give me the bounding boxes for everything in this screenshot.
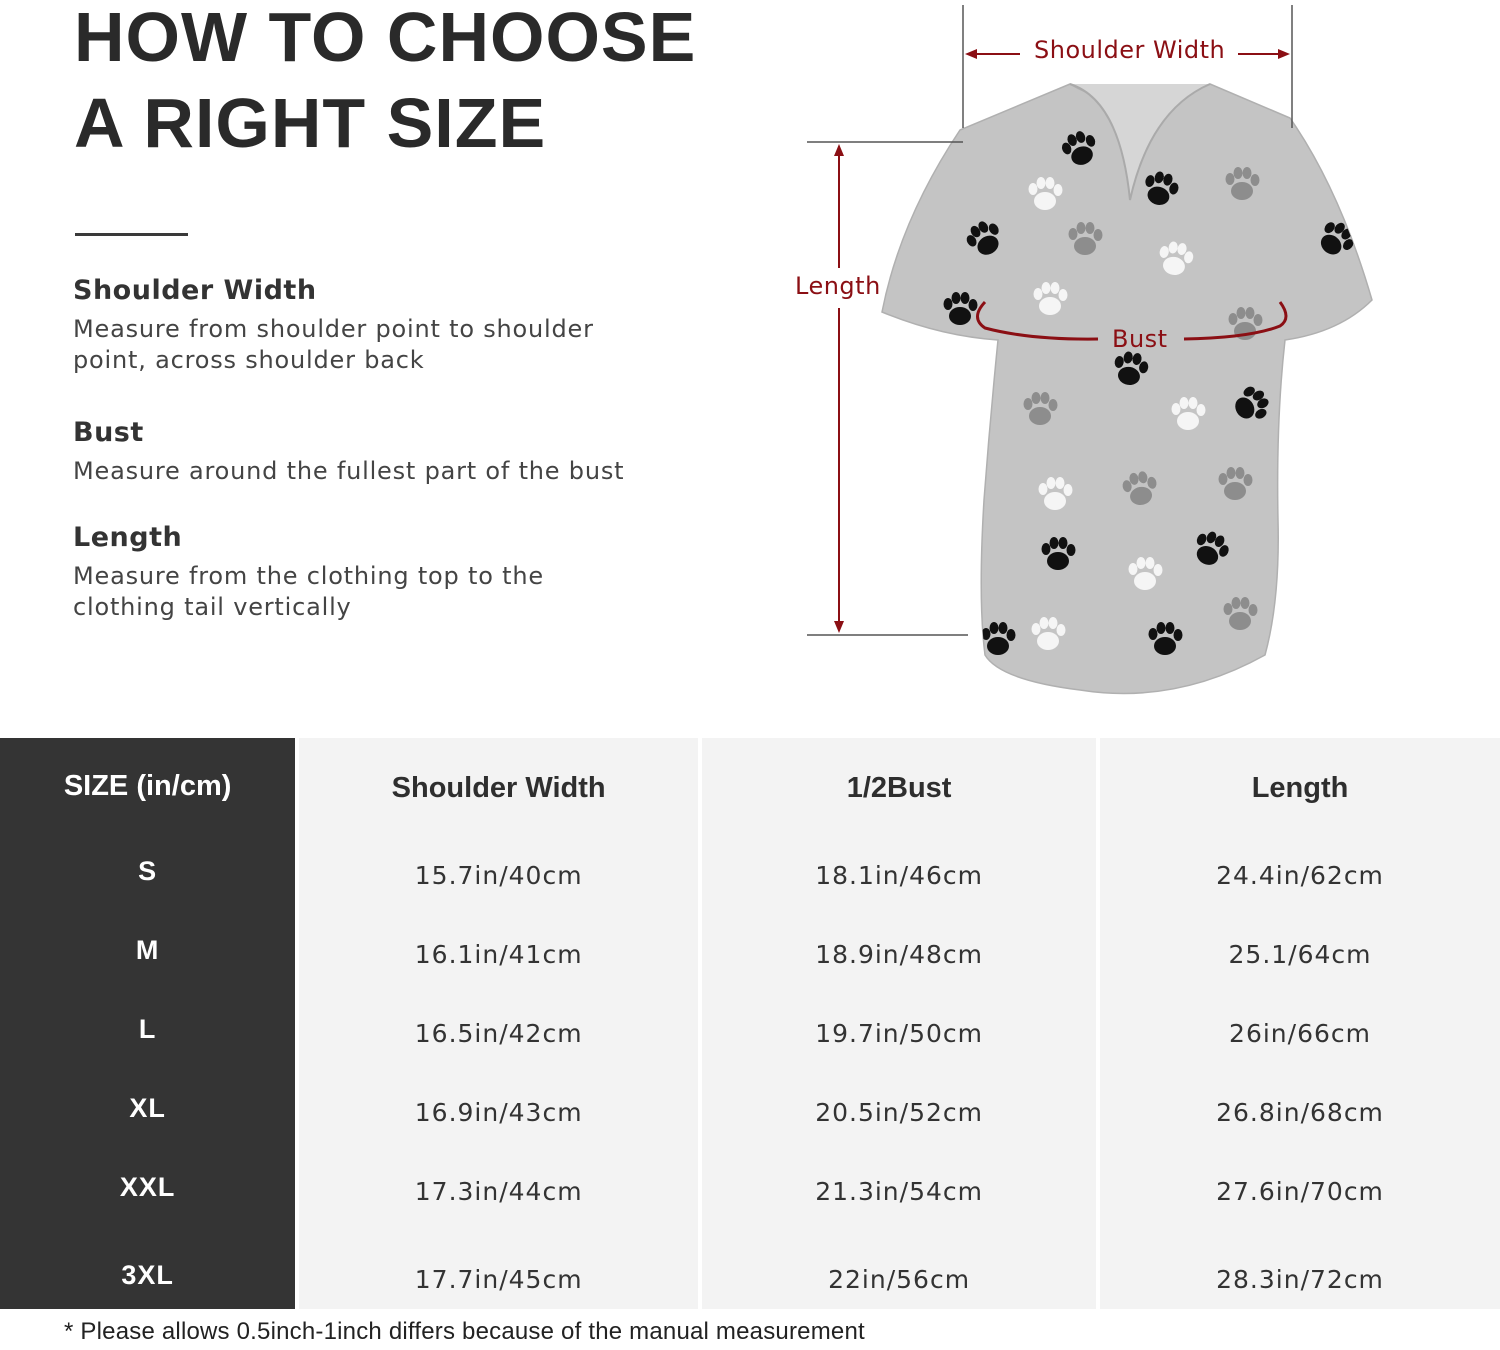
table-cell: 16.5in/42cm [414,1019,583,1048]
size-cell: S [138,856,158,886]
size-header: SIZE (in/cm) [63,769,232,802]
table-cell: 24.4in/62cm [1216,861,1384,890]
table-cell: 22in/56cm [828,1265,971,1294]
table-cell: 18.9in/48cm [815,940,983,969]
guide-heading: Shoulder Width [73,275,317,306]
guide-length [73,521,693,623]
table-cell: 27.6in/70cm [1216,1177,1384,1206]
table-cell: 26in/66cm [1229,1019,1371,1048]
length-header: Length [1251,771,1349,804]
guide-text: Measure from shoulder point to shoulder point, across shoulder back [73,315,594,374]
size-cell: XXL [119,1172,176,1202]
title-divider [75,233,188,236]
size-cell: L [138,1014,157,1044]
shoulder-width-label: Shoulder Width [1034,36,1226,64]
page-title [74,0,774,166]
table-cell: 20.5in/52cm [815,1098,983,1127]
measurement-note: * Please allows 0.5inch-1inch differs because of the manual measurement [64,1318,865,1345]
table-cell: 16.9in/43cm [414,1098,583,1127]
table-cell: 17.3in/44cm [414,1177,583,1206]
title-line-1: HOW TO CHOOSE [74,0,697,76]
size-cell: 3XL [121,1260,174,1290]
size-cell: M [135,935,160,965]
table-cell: 16.1in/41cm [414,940,583,969]
half-bust-column [702,738,1096,1309]
bust-label: Bust [1112,325,1168,353]
guide-shoulder-width [73,274,693,376]
table-cell: 19.7in/50cm [815,1019,983,1048]
shirt-illustration [780,0,1400,720]
guide-heading: Length [73,522,183,553]
table-cell: 18.1in/46cm [815,861,983,890]
size-table [0,738,1500,1309]
guide-text: Measure from the clothing top to the clothing tail vertically [73,562,544,621]
guide-text: Measure around the fullest part of the bust [73,457,625,485]
table-cell: 28.3in/72cm [1216,1265,1384,1294]
shirt-diagram [780,0,1400,720]
table-cell: 25.1/64cm [1228,940,1372,969]
shoulder-width-header: Shoulder Width [391,771,606,804]
table-cell: 26.8in/68cm [1216,1098,1384,1127]
table-cell: 15.7in/40cm [414,861,583,890]
half-bust-header: 1/2Bust [846,771,952,804]
guide-bust [73,416,693,487]
size-column [0,738,295,1309]
length-column [1100,738,1500,1309]
size-cell: XL [129,1093,166,1123]
shoulder-width-column [299,738,698,1309]
guide-heading: Bust [73,417,144,448]
length-label: Length [795,272,881,300]
table-cell: 21.3in/54cm [815,1177,983,1206]
title-line-2: A RIGHT SIZE [74,84,547,162]
table-cell: 17.7in/45cm [414,1265,583,1294]
